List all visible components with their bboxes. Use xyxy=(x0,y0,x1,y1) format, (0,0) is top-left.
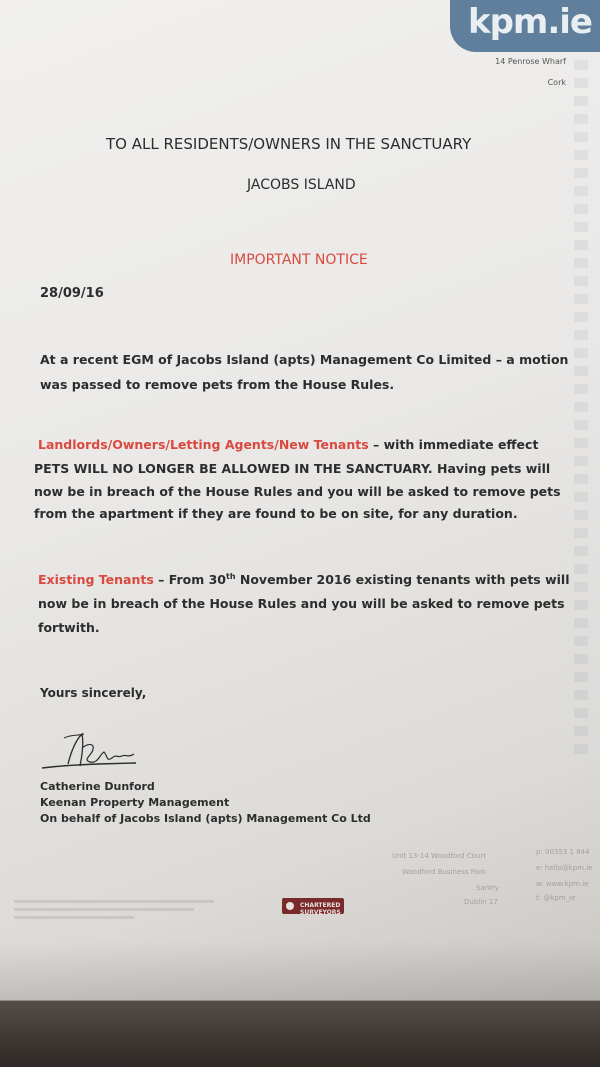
chartered-surveyors-badge xyxy=(282,898,344,914)
letterhead-address-line2: Cork xyxy=(547,78,566,87)
letter-date: 28/09/16 xyxy=(40,286,104,301)
footer-address-line3: Santry xyxy=(476,884,499,892)
location-heading: JACOBS ISLAND xyxy=(247,177,356,193)
signatory-company: Keenan Property Management xyxy=(40,796,230,809)
side-watermark xyxy=(574,60,588,760)
logo-tab xyxy=(450,0,600,52)
letterhead-address-line1: 14 Penrose Wharf xyxy=(495,57,566,66)
footer-address-line2: Woodford Business Park xyxy=(402,868,486,876)
paragraph2-lead: Landlords/Owners/Letting Agents/New Tenants xyxy=(38,437,369,452)
handwritten-signature xyxy=(38,728,148,778)
notice-title: IMPORTANT NOTICE xyxy=(230,252,368,268)
paragraph2-line3: now be in breach of the House Rules and you will be asked to remove pets xyxy=(34,484,561,499)
paragraph2-line4: from the apartment if they are found to be on site, for any duration. xyxy=(34,506,518,521)
footer-twitter: t: @kpm_ie xyxy=(536,894,576,902)
paragraph1-line2: was passed to remove pets from the House Rules. xyxy=(40,377,395,392)
paragraph2-line1 xyxy=(38,437,538,452)
badge-label: CHARTERED SURVEYORS xyxy=(300,902,341,916)
paragraph3-line1 xyxy=(38,572,570,587)
paragraph2-line1-rest: – with immediate effect xyxy=(368,437,539,452)
paragraph3-line3: fortwith. xyxy=(38,620,100,635)
paragraph3-line1-rest: November 2016 existing tenants with pets will xyxy=(235,572,570,588)
company-logo: kpm.ie xyxy=(467,2,592,42)
footer-fine-print xyxy=(14,900,224,928)
footer-address-line1: Unit 13-14 Woodford Court xyxy=(392,852,486,860)
signatory-on-behalf: On behalf of Jacobs Island (apts) Management Co Ltd xyxy=(40,812,371,825)
footer-address-line4: Dublin 17 xyxy=(464,898,498,906)
signatory-name: Catherine Dunford xyxy=(40,780,155,793)
paragraph1-line1: At a recent EGM of Jacobs Island (apts) Management Co Limited – a motion xyxy=(40,352,569,367)
footer-phone: p: 00353 1 844 xyxy=(536,848,590,856)
paragraph3-lead: Existing Tenants xyxy=(38,572,154,588)
badge-emblem-icon xyxy=(286,902,294,910)
addressee-heading: TO ALL RESIDENTS/OWNERS IN THE SANCTUARY xyxy=(106,135,472,153)
table-surface xyxy=(0,990,600,1067)
footer-email: e: hello@kpm.ie xyxy=(536,864,593,872)
paragraph2-line2: PETS WILL NO LONGER BE ALLOWED IN THE SANCTUARY. Having pets will xyxy=(34,461,551,476)
paragraph3-line2: now be in breach of the House Rules and you will be asked to remove pets xyxy=(38,596,565,611)
footer-website: w: www.kpm.ie xyxy=(536,880,589,888)
closing-salutation: Yours sincerely, xyxy=(40,686,147,700)
paragraph3-superscript: th xyxy=(226,572,236,581)
paper-shadow xyxy=(0,940,600,1000)
paragraph3-line1-mid: – From 30 xyxy=(153,572,226,588)
